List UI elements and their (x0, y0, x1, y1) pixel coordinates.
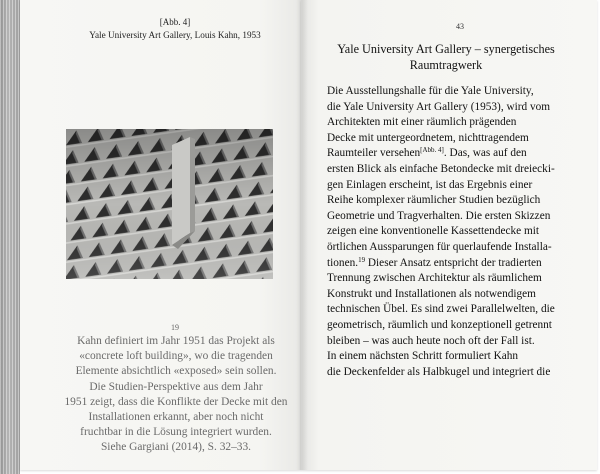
footnote-line: Elemente absichtlich «exposed» sein sollen. (75, 365, 277, 378)
body-line (327, 131, 572, 147)
body-line-text: Decke mit untergeordnetem, nichttragendem (327, 131, 529, 144)
body-line-text: Trennung zwischen Architektur als räumlichem (327, 272, 542, 285)
page-number: 43 (456, 22, 464, 31)
footnote-number: 19 (171, 323, 179, 332)
footnote-line: 1951 zeigt, dass die Konflikte der Decke mit den (64, 395, 288, 408)
body-line-text: Die Ausstellungshalle für die Yale University, (327, 85, 534, 97)
body-line (327, 365, 572, 381)
body-line-text: örtlichen Aussparungen für querlaufende Installa- (327, 240, 552, 253)
body-line (327, 115, 572, 131)
body-line (327, 287, 572, 303)
body-line-text: Reihe komplexer räumlicher Studien bezüglich (327, 194, 541, 207)
body-line (327, 224, 572, 240)
body-line (327, 162, 572, 178)
body-line (327, 302, 572, 318)
footnote-line: Kahn definiert im Jahr 1951 das Projekt als (77, 335, 275, 347)
book-spine (0, 0, 20, 474)
body-line (327, 271, 572, 287)
footnote-line: «concrete loft building», wo die tragenden (79, 350, 273, 363)
body-line (327, 256, 572, 272)
body-line (327, 178, 572, 194)
figure-caption: Yale University Art Gallery, Louis Kahn, 1953 (89, 30, 261, 40)
body-line-text: ersten Blick als einfache Betondecke mit dreiecki- (327, 162, 555, 175)
section-title-line: Raumtragwerk (409, 57, 483, 72)
ceiling-photo (66, 129, 273, 279)
body-line (327, 146, 572, 162)
body-line-text: gen Einlagen erscheint, ist das Ergebnis einer (327, 178, 533, 191)
body-line-text: Konstrukt und Installationen als notwendigem (327, 287, 536, 300)
footnote-line: Installationen erkannt, aber noch nicht (88, 411, 264, 424)
body-line (327, 240, 572, 256)
footnote-line: Die Studien-Perspektive aus dem Jahr (89, 380, 263, 393)
body-line (327, 349, 572, 365)
reference-superscript: 19 (358, 255, 366, 264)
body-line-text: Geometrie und Tragverhalten. Die ersten Skizzen (327, 209, 551, 222)
body-line-text: Architekten mit einer räumlich prägenden (327, 116, 517, 129)
body-line-text: tionen. (327, 256, 359, 269)
section-title-line: Yale University Art Gallery – synergetisches (337, 42, 555, 56)
section-title (330, 42, 562, 73)
body-line (327, 334, 572, 350)
body-line (327, 84, 572, 100)
body-line-text: In einem nächsten Schritt formuliert Kahn (327, 350, 519, 363)
body-line-text: zeigen eine konventionelle Kassettendecke mit (327, 225, 540, 238)
body-line-text: bleiben – was auch heute noch oft der Fall ist. (327, 334, 535, 347)
body-line (327, 193, 572, 209)
body-line (327, 100, 572, 116)
body-line-text: die Deckenfelder als Halbkugel und integriert die (327, 365, 551, 378)
footnote-line: fruchtbar in die Lösung integriert wurden. (80, 426, 272, 439)
body-text (327, 84, 572, 380)
footnote-text (62, 334, 290, 456)
reference-superscript: [Abb. 4] (420, 146, 444, 155)
body-line-text: die Yale University Art Gallery (1953), wird vom (327, 100, 551, 113)
body-line (327, 209, 572, 225)
body-line-text: technischen Übel. Es sind zwei Parallelwelten, die (327, 303, 555, 316)
figure-reference: [Abb. 4] (159, 17, 191, 27)
body-line-text: Dieser Ansatz entspricht der tradierten (365, 256, 542, 269)
body-line (327, 318, 572, 334)
body-line-text: geometrisch, räumlich und konzeptionell getrennt (327, 318, 552, 331)
body-line-text: Raumteiler versehen (327, 147, 421, 160)
body-line-text: . Das, was auf den (443, 147, 527, 160)
footnote-line: Siehe Gargiani (2014), S. 32–33. (100, 441, 252, 454)
